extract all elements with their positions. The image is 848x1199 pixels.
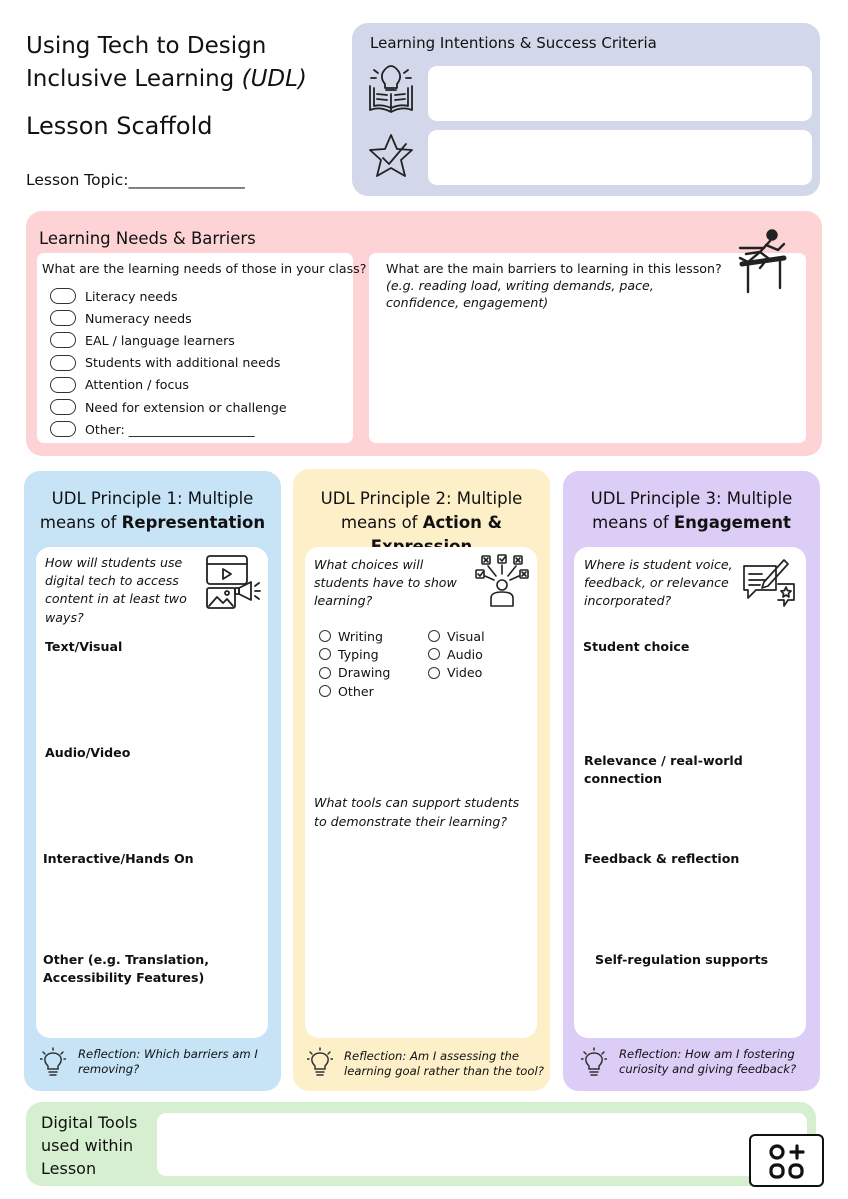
logo-icon: [768, 1142, 806, 1180]
principle-3-title-line-2: [563, 511, 820, 535]
principle-2-title-emphasis: Action &: [422, 513, 503, 532]
choice-option[interactable]: [428, 645, 485, 663]
choice-option[interactable]: [319, 664, 390, 682]
intentions-title: Learning Intentions & Success Criteria: [370, 34, 657, 52]
tools-label-line: Digital Tools: [41, 1113, 138, 1132]
need-item[interactable]: [50, 352, 287, 374]
p1-label-other-2: Accessibility Features): [43, 970, 205, 985]
choice-label: Typing: [338, 646, 379, 662]
choices-right: [428, 627, 485, 682]
document-subtitle: Lesson Scaffold: [26, 112, 213, 140]
multimedia-icon: [203, 552, 261, 610]
title-line-2-main: Inclusive Learning: [26, 66, 242, 92]
need-label: Need for extension or challenge: [85, 399, 287, 415]
choice-label: Video: [447, 665, 483, 681]
need-item[interactable]: [50, 418, 287, 440]
p1-label-interactive: Interactive/Hands On: [43, 851, 194, 866]
principle-2-input[interactable]: [305, 547, 537, 1038]
principle-1-question: How will students use digital tech to access content in at least two ways?: [45, 555, 187, 625]
barriers-examples: (e.g. reading load, writing demands, pace, confidence, engagement): [386, 278, 654, 310]
title-line-2: [26, 63, 307, 96]
p3-label-feedback: Feedback & reflection: [584, 851, 740, 866]
checkbox[interactable]: [50, 310, 76, 326]
radio[interactable]: [428, 648, 440, 660]
principle-2-question: What choices will students have to show learning?: [314, 557, 457, 609]
principle-2-tools-question: What tools can support students to demonstrate their learning?: [314, 795, 520, 829]
principle-1-title-prefix: means of: [39, 513, 122, 532]
p1-label-audio-video: Audio/Video: [45, 745, 131, 760]
title-abbr: (UDL): [241, 66, 307, 92]
need-item[interactable]: [50, 396, 287, 418]
need-item[interactable]: [50, 374, 287, 396]
checkbox[interactable]: [50, 399, 76, 415]
title-line-1: Using Tech to Design: [26, 33, 267, 59]
need-label: Numeracy needs: [85, 310, 192, 326]
need-label: Other: ____________________: [85, 421, 255, 437]
feedback-chat-icon: [740, 554, 796, 608]
radio[interactable]: [319, 667, 331, 679]
checkbox[interactable]: [50, 355, 76, 371]
radio[interactable]: [319, 630, 331, 642]
choice-option[interactable]: [319, 627, 390, 645]
principle-1-title-line: UDL Principle 1: Multiple: [51, 489, 254, 508]
choice-option[interactable]: [428, 627, 485, 645]
principle-2-title-prefix: means of: [340, 513, 423, 532]
p1-label-other: Other (e.g. Translation,: [43, 952, 210, 967]
radio[interactable]: [319, 648, 331, 660]
p3-label-relevance-2: connection: [584, 771, 663, 786]
principle-1-title-emphasis: Representation: [121, 513, 266, 532]
principle-3-title-prefix: means of: [592, 513, 674, 532]
need-label: EAL / language learners: [85, 332, 235, 348]
digital-tools-label: [41, 1111, 137, 1180]
lightbulb-icon: [40, 1047, 66, 1077]
barriers-question: What are the main barriers to learning in this lesson?: [386, 261, 722, 276]
principle-3-question: Where is student voice, feedback, or relevance incorporated?: [584, 557, 733, 609]
principle-1-title-line-2: [24, 511, 281, 535]
digital-tools-input[interactable]: [157, 1113, 807, 1176]
lightbulb-icon: [581, 1047, 607, 1077]
checkbox[interactable]: [50, 332, 76, 348]
choice-label: Drawing: [338, 665, 391, 681]
choice-option[interactable]: [319, 682, 390, 700]
choice-label: Visual: [447, 628, 485, 644]
need-item[interactable]: [50, 307, 287, 329]
success-criteria-input[interactable]: [428, 130, 812, 185]
lightbulb-icon: [307, 1047, 333, 1077]
p3-label-relevance: Relevance / real-world: [584, 753, 743, 768]
need-label: Students with additional needs: [85, 355, 281, 371]
checkbox[interactable]: [50, 377, 76, 393]
tools-label-line: Lesson: [41, 1159, 97, 1178]
principle-3-reflection: Reflection: How am I fostering curiosity and giving feedback?: [619, 1047, 797, 1076]
star-check-icon: [366, 132, 416, 182]
choice-label: Audio: [447, 646, 483, 662]
principle-2-title-line: UDL Principle 2: Multiple: [320, 489, 523, 508]
choices-person-icon: [474, 554, 530, 610]
p3-label-self-regulation: Self-regulation supports: [595, 952, 769, 967]
principle-1-reflection: Reflection: Which barriers am I removing?: [78, 1047, 258, 1076]
need-label: Literacy needs: [85, 288, 178, 304]
principle-2-reflection: Reflection: Am I assessing the learning goal rather than the tool?: [344, 1049, 544, 1078]
principle-3-title: [563, 487, 820, 535]
brand-logo: [749, 1134, 824, 1187]
choices-left: [319, 627, 390, 700]
p3-label-student-choice: Student choice: [583, 639, 690, 654]
lesson-topic-field[interactable]: Lesson Topic:_______________: [26, 171, 245, 189]
needs-question: What are the learning needs of those in your class?: [42, 261, 367, 276]
choice-option[interactable]: [428, 664, 485, 682]
tools-label-line: used within: [41, 1136, 134, 1155]
hurdle-jumper-icon: [734, 228, 792, 294]
needs-checklist: [50, 285, 287, 440]
need-item[interactable]: [50, 329, 287, 351]
choice-option[interactable]: [319, 645, 390, 663]
checkbox[interactable]: [50, 288, 76, 304]
checkbox[interactable]: [50, 421, 76, 437]
principle-3-title-line: UDL Principle 3: Multiple: [590, 489, 793, 508]
learning-intention-input[interactable]: [428, 66, 812, 121]
needs-title: Learning Needs & Barriers: [39, 229, 256, 248]
radio[interactable]: [428, 667, 440, 679]
p1-label-text-visual: Text/Visual: [45, 639, 123, 654]
principle-1-title: [24, 487, 281, 535]
book-lightbulb-icon: [366, 64, 416, 116]
principle-3-title-emphasis: Engagement: [673, 513, 791, 532]
radio[interactable]: [428, 630, 440, 642]
document-title: [26, 30, 307, 96]
choice-label: Writing: [338, 628, 383, 644]
need-label: Attention / focus: [85, 377, 189, 393]
radio[interactable]: [319, 685, 331, 697]
need-item[interactable]: [50, 285, 287, 307]
choice-label: Other: [338, 683, 374, 699]
